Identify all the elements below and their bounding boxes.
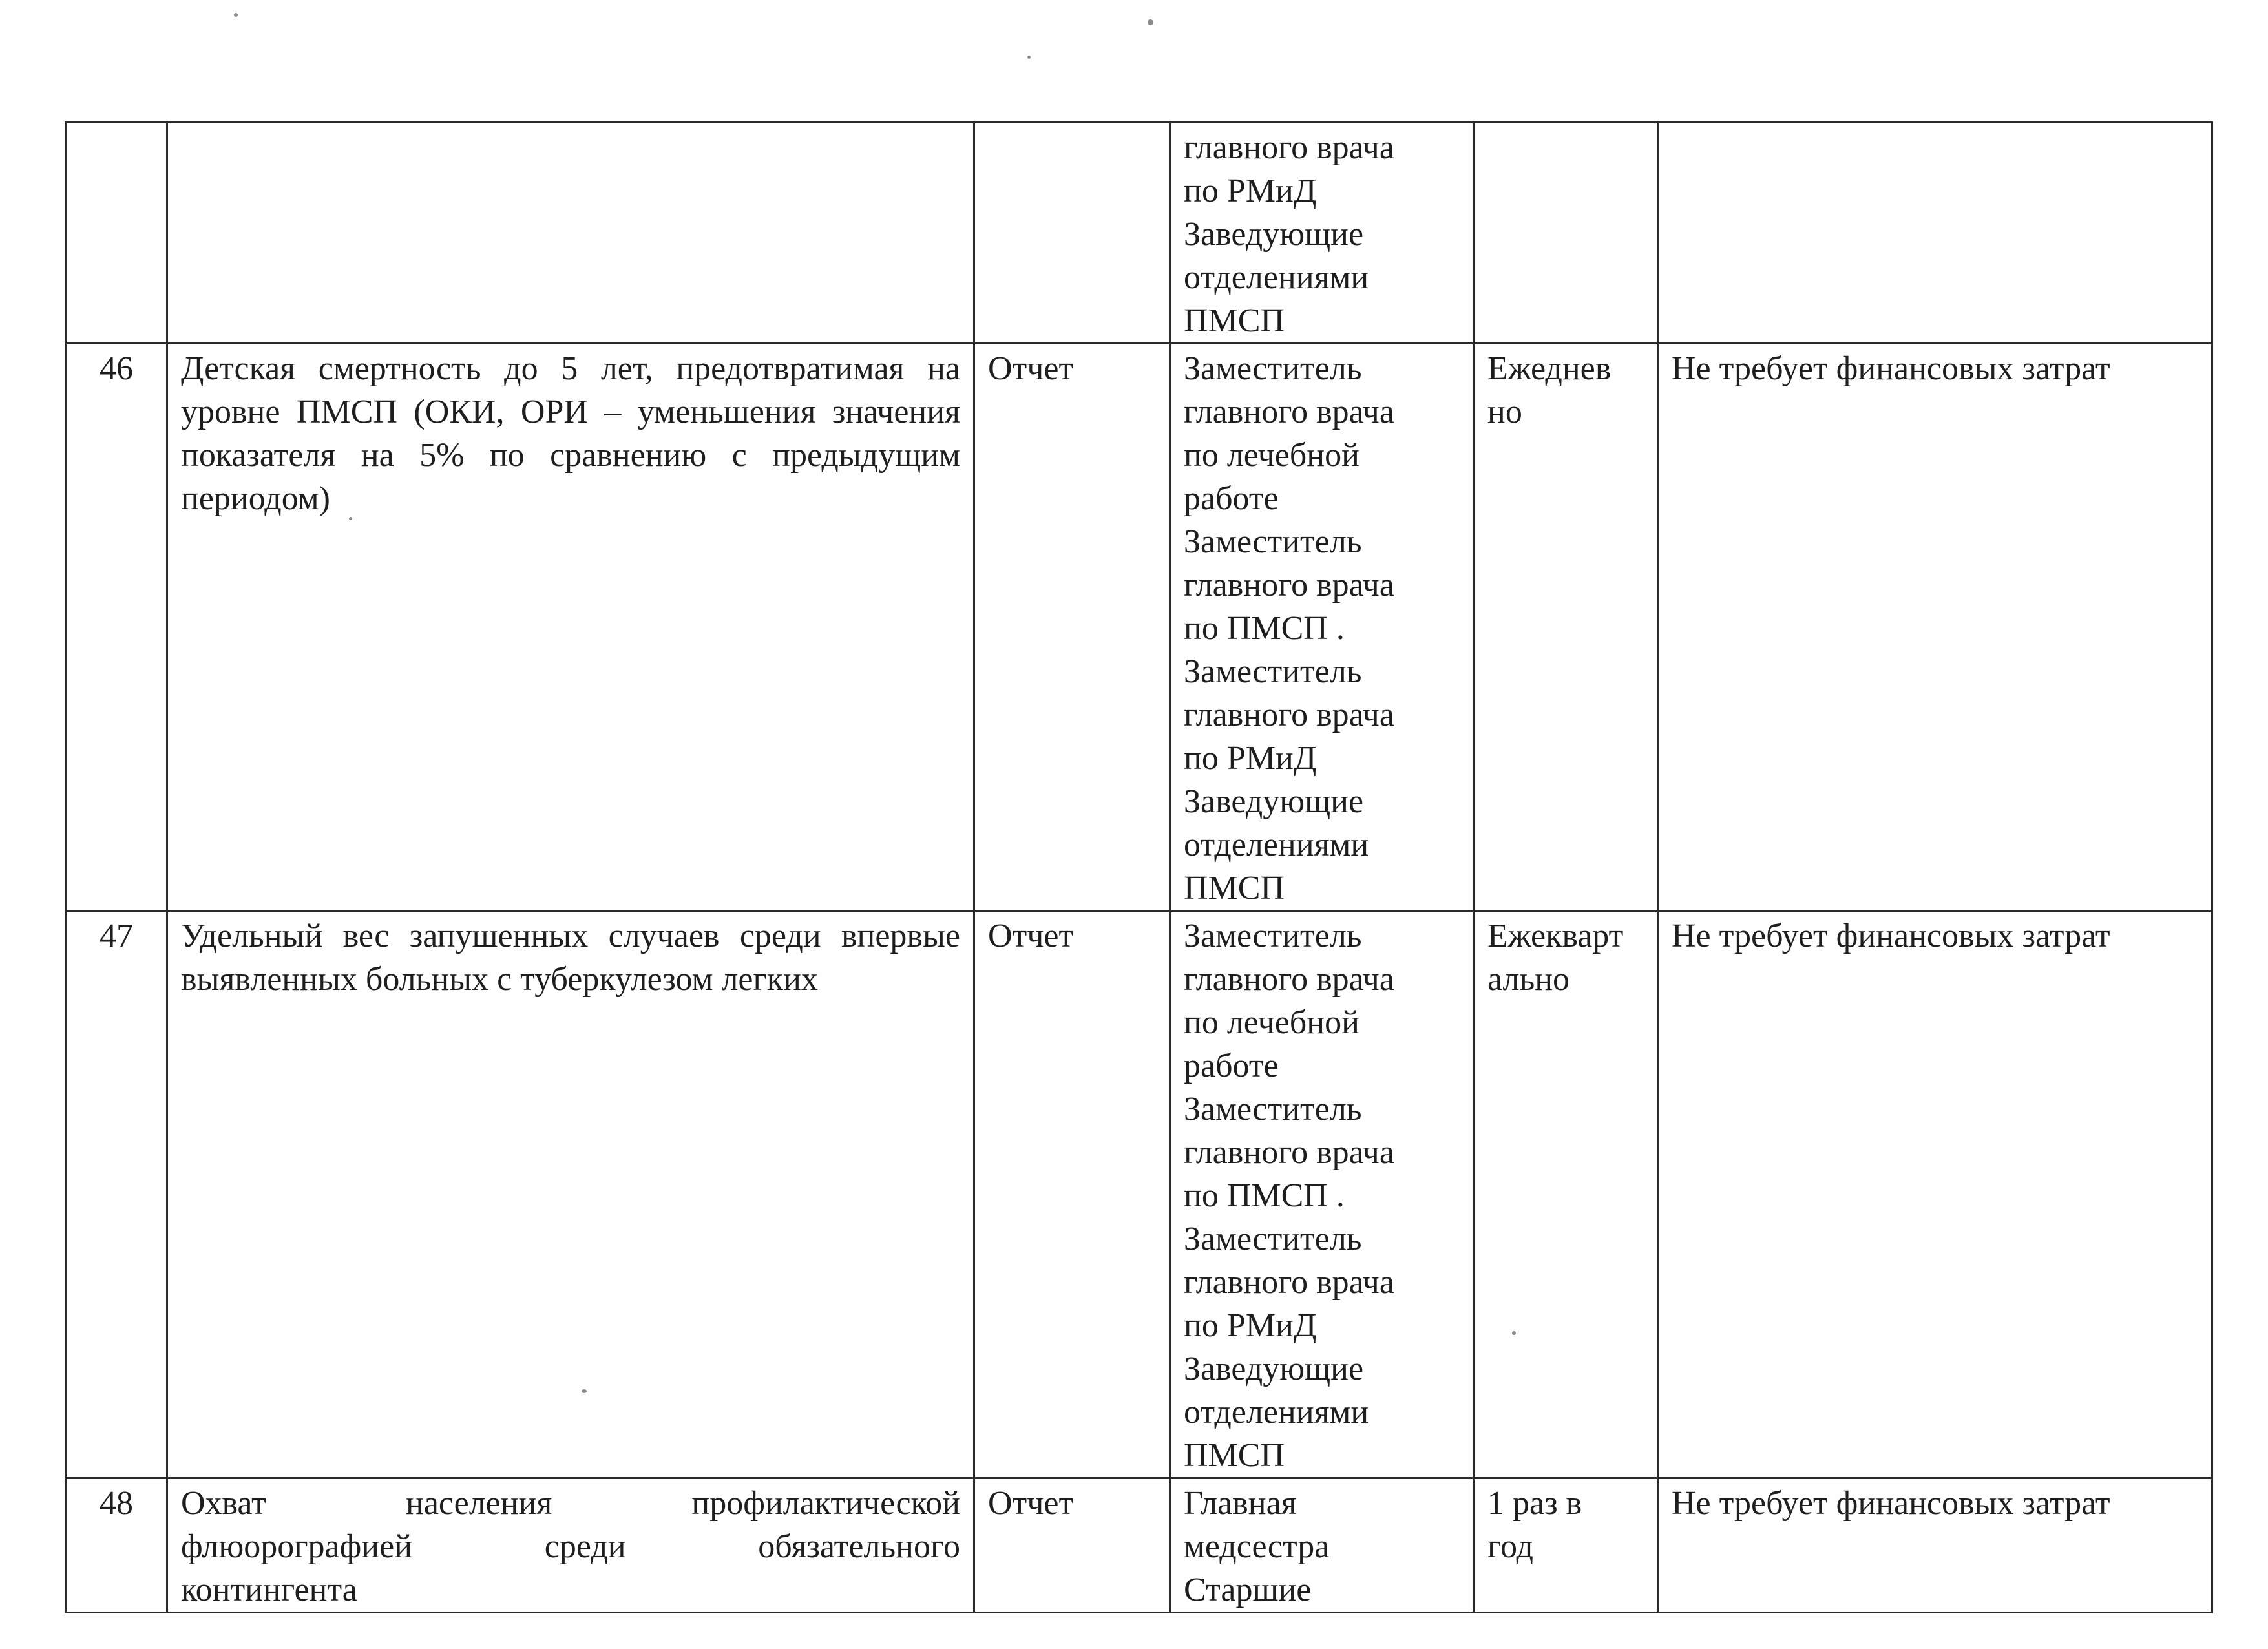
responsible-line: Главная [1184, 1485, 1297, 1522]
frequency-line: год [1487, 1528, 1533, 1565]
responsible-line: Заместитель [1184, 653, 1362, 690]
table-row [66, 123, 2212, 344]
responsible-line: ПМСП [1184, 302, 1285, 339]
indicator-cell: Детская смертность до 5 лет, предотвратимая на уровне ПМСП (ОКИ, ОРИ – уменьшения значения показателя на 5% по сравнению с предыдущим периодом) [167, 344, 974, 911]
financing-cell: Не требует финансовых затрат [1658, 344, 2212, 911]
responsible-line: работе [1184, 480, 1279, 517]
responsible-cell [1170, 911, 1474, 1478]
responsible-cell [1170, 344, 1474, 911]
indicator-line: Охват населения профилактической [181, 1485, 960, 1522]
scan-speck [1027, 56, 1031, 59]
responsible-line: работе [1184, 1047, 1279, 1084]
responsible-line: Заместитель [1184, 918, 1362, 954]
report-form-cell: Отчет [974, 1478, 1170, 1613]
responsible-line: главного врача [1184, 1264, 1394, 1301]
frequency-cell [1474, 911, 1658, 1478]
responsible-line: Заместитель [1184, 1091, 1362, 1128]
responsible-line: отделениями [1184, 826, 1369, 863]
financing-cell: Не требует финансовых затрат [1658, 1478, 2212, 1613]
table-row [66, 344, 2212, 911]
responsible-line: отделениями [1184, 259, 1369, 296]
indicators-table [65, 121, 2213, 1613]
report-form-cell: Отчет [974, 344, 1170, 911]
frequency-cell [1474, 123, 1658, 344]
responsible-line: по лечебной [1184, 1004, 1360, 1041]
frequency-cell [1474, 344, 1658, 911]
responsible-line: главного врача [1184, 394, 1394, 430]
responsible-line: медсестра [1184, 1528, 1330, 1565]
financing-cell [1658, 123, 2212, 344]
row-number-cell: 46 [66, 344, 167, 911]
row-number-cell: 48 [66, 1478, 167, 1613]
indicator-cell [167, 1478, 974, 1613]
responsible-line: Заведующие [1184, 1350, 1364, 1387]
responsible-line: по РМиД [1184, 1307, 1317, 1344]
frequency-line: но [1487, 394, 1522, 430]
indicator-line: флюорографией среди обязательного [181, 1528, 960, 1565]
responsible-line: Заместитель [1184, 350, 1362, 387]
frequency-line: Ежекварт [1487, 918, 1624, 954]
frequency-cell [1474, 1478, 1658, 1613]
scan-speck [1148, 19, 1153, 25]
responsible-line: Заведующие [1184, 216, 1364, 253]
report-form-cell [974, 123, 1170, 344]
indicator-cell: Удельный вес запушенных случаев среди впервые выявленных больных с туберкулезом легких [167, 911, 974, 1478]
indicator-cell [167, 123, 974, 344]
report-form-cell: Отчет [974, 911, 1170, 1478]
responsible-line: ПМСП [1184, 870, 1285, 907]
responsible-line: главного врача [1184, 1134, 1394, 1171]
responsible-line: ПМСП [1184, 1437, 1285, 1474]
responsible-line: по РМиД [1184, 740, 1317, 777]
responsible-line: главного врача [1184, 129, 1394, 166]
financing-cell: Не требует финансовых затрат [1658, 911, 2212, 1478]
responsible-line: главного врача [1184, 567, 1394, 604]
responsible-line: Заместитель [1184, 1221, 1362, 1257]
responsible-line: отделениями [1184, 1394, 1369, 1431]
frequency-line: ально [1487, 961, 1570, 998]
frequency-line: 1 раз в [1487, 1485, 1582, 1522]
row-number-cell: 47 [66, 911, 167, 1478]
responsible-line: Заместитель [1184, 523, 1362, 560]
responsible-line: по ПМСП . [1184, 610, 1345, 647]
scan-speck [234, 13, 238, 17]
responsible-line: главного врача [1184, 697, 1394, 733]
indicator-line: контингента [181, 1571, 357, 1608]
responsible-line: Заведующие [1184, 783, 1364, 820]
responsible-cell [1170, 123, 1474, 344]
responsible-line: Старшие [1184, 1571, 1312, 1608]
responsible-cell [1170, 1478, 1474, 1613]
responsible-line: по лечебной [1184, 437, 1360, 474]
table-row [66, 911, 2212, 1478]
table-row [66, 1478, 2212, 1613]
responsible-line: по ПМСП . [1184, 1177, 1345, 1214]
row-number-cell [66, 123, 167, 344]
responsible-line: по РМиД [1184, 173, 1317, 209]
frequency-line: Ежеднев [1487, 350, 1612, 387]
responsible-line: главного врача [1184, 961, 1394, 998]
